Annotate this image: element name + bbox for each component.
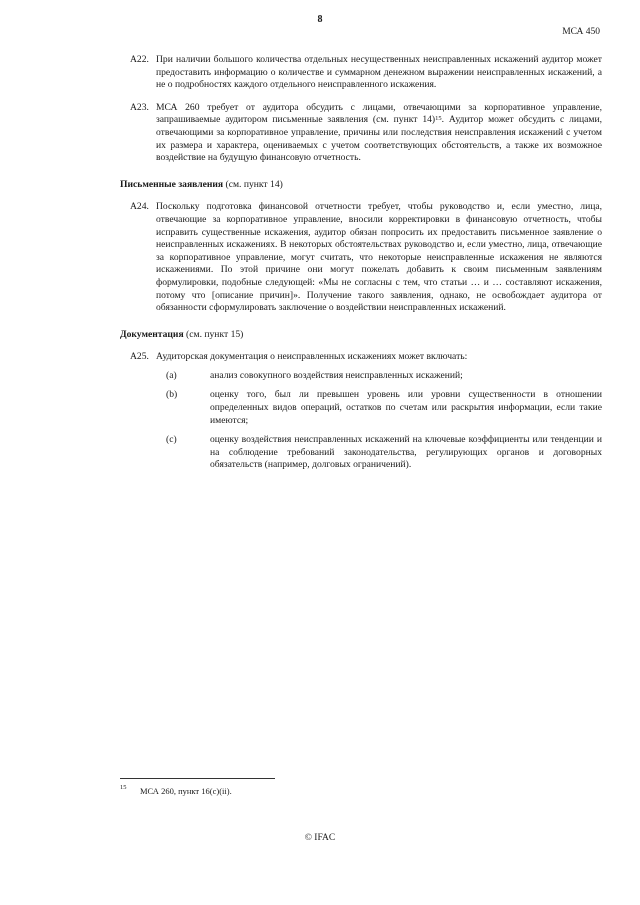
copyright-notice: © IFAC (304, 833, 336, 843)
section-reference: (см. пункт 15) (183, 328, 244, 340)
footnote-reference: 15 (435, 115, 442, 123)
page-number: 8 (317, 14, 323, 25)
section-heading-documentation (120, 329, 602, 342)
paragraph-number: A25. (130, 351, 149, 363)
paragraph-number: A23. (130, 101, 149, 113)
paragraph-number: A22. (130, 54, 149, 65)
list-item (156, 370, 602, 383)
paragraph-number: A24. (130, 201, 149, 213)
list-item-text: анализ совокупного воздействия неисправленных искажений; (210, 369, 463, 381)
footnote-mark: 15 (120, 784, 127, 791)
paragraph-text: Аудиторская документация о неисправленных искажениях может включать: (156, 351, 468, 363)
section-heading-written-representations (120, 179, 602, 192)
paragraph-text: Поскольку подготовка финансовой отчетности требует, чтобы руководство и, если уместно, лица, отвечающие за корпоративное управление, вносили корректировки в финансовую отчетность, чтобы исправить существенные искажения, аудитор обязан попросить их предоставить письменное заявление о неисправленных искажениях. В некоторых обстоятельствах руководство и, если уместно, лица, отвечающие за корпоративное управление, могут считать, что некоторые неисправленные искажения не являются искажениями. По этой причине они могут пожелать добавить к своим письменным заявлениям формулировки, подобные следующей: «Мы не согласны с тем, что статьи … и … составляют искажения, потому что [описание причин]». Получение такого заявления, однако, не освобождает аудитора от обязанности сформулировать заключение о воздействии неисправленных искажений. (156, 201, 602, 314)
list-item-letter: (b) (166, 389, 178, 401)
list-item-text: оценку того, был ли превышен уровень или уровни существенности в отношении определенных видов операций, остатков по счетам или раскрытия информации, если такие имеются; (210, 389, 602, 426)
footnote-text: МСА 260, пункт 16(c)(ii). (140, 786, 232, 796)
document-code: МСА 450 (562, 27, 600, 37)
list-item-letter: (a) (166, 369, 177, 381)
section-title: Письменные заявления (120, 178, 224, 190)
section-title: Документация (120, 328, 184, 340)
footnote-separator (120, 778, 275, 779)
list-item (156, 389, 602, 427)
paragraph-text-part-2: . Аудитор может обсудить с лицами, отвечающими за корпоративное управление, причины или последствия неисправления искажений с учетом их размера и характера, оцениваемых с учетом соответствующих обстоятельств, а также их возможное воздействие на будущую финансовую отчетность. (156, 114, 602, 164)
list-item-text: оценку воздействия неисправленных искажений на ключевые коэффициенты или тенденции и на соблюдение требований законодательства, регулирующих органов и договорных обязательств (например, долговых ограничений). (210, 434, 602, 471)
list-item-letter: (c) (166, 434, 177, 446)
paragraph-text-part-1: МСА 260 требует от аудитора обсудить с лицами, отвечающими за корпоративное управление, запрашиваемые аудитором письменные заявления (см. пункт 14) (156, 101, 602, 126)
documentation-items-list (156, 370, 602, 472)
paragraph-text: При наличии большого количества отдельных несущественных неисправленных искажений аудитор может предоставить информацию о количестве и суммарном денежном выражении неисправленных искажений, а не о подробностях каждого отдельного неисправленного искажения. (156, 54, 602, 91)
paragraph-a25 (120, 351, 602, 472)
paragraph-a23 (120, 102, 602, 165)
paragraph-a22 (120, 54, 602, 92)
document-body (120, 54, 602, 482)
paragraph-a24 (120, 201, 602, 314)
section-reference: (см. пункт 14) (223, 178, 283, 190)
list-item (156, 434, 602, 472)
